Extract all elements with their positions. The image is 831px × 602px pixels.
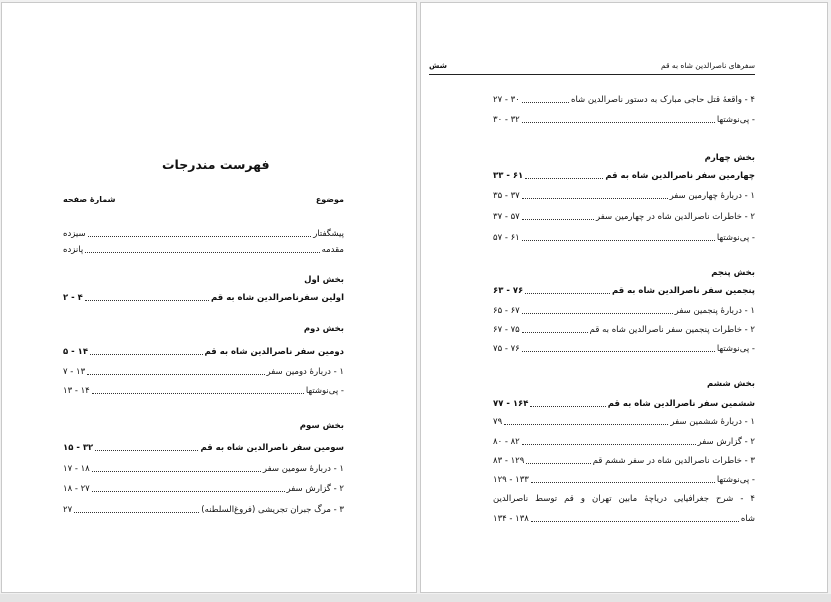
dot-leader bbox=[531, 482, 715, 483]
toc-row-part5-about[interactable] bbox=[493, 304, 755, 318]
toc-row-title: - پی‌نوشتها bbox=[716, 115, 755, 125]
dot-leader bbox=[530, 406, 605, 407]
toc-row-part2-about[interactable] bbox=[63, 365, 344, 379]
dot-leader bbox=[522, 332, 588, 333]
dot-leader bbox=[522, 313, 673, 314]
toc-row-pages: ۶۷ - ۷۵ bbox=[493, 325, 520, 335]
page-folio: شش bbox=[429, 61, 447, 70]
toc-row-title: - پی‌نوشتها bbox=[716, 233, 755, 243]
toc-row-title: ۳ - مرگ جبران تجریشی (فروغ‌السلطنه) bbox=[201, 505, 344, 515]
dot-leader bbox=[531, 521, 739, 522]
toc-row-pages: ۳۰ - ۳۲ bbox=[493, 115, 520, 125]
section-heading-part5: بخش پنجم bbox=[711, 268, 755, 278]
toc-row-pages: ۷۷ - ۱۶۴ bbox=[493, 399, 529, 409]
column-header-topic: موضوع bbox=[315, 195, 344, 204]
toc-row-part3-report[interactable] bbox=[63, 482, 344, 496]
toc-row-pages: ۷ - ۱۳ bbox=[63, 367, 86, 377]
right-page bbox=[420, 2, 828, 593]
toc-row-pages: ۶۵ - ۶۷ bbox=[493, 306, 520, 316]
toc-row-part3-death[interactable] bbox=[63, 503, 344, 517]
toc-row-title: ۲ - خاطرات پنجمین سفر ناصرالدین شاه به قم bbox=[589, 325, 755, 335]
toc-row-introduction[interactable] bbox=[63, 243, 344, 257]
toc-row-title: چهارمین سفر ناصرالدین شاه به قم bbox=[605, 171, 755, 181]
dot-leader bbox=[522, 198, 668, 199]
section-heading-part3: بخش سوم bbox=[299, 421, 344, 431]
toc-row-title: اولین سفرناصرالدین شاه به قم bbox=[211, 293, 344, 303]
toc-row-pages: ۸۳ - ۱۲۹ bbox=[493, 456, 525, 466]
toc-row-part6-notes[interactable] bbox=[493, 473, 755, 487]
section-heading-part6: بخش ششم bbox=[707, 379, 755, 389]
toc-row-title: ۴ - واقعهٔ قتل حاجی مبارک به دستور ناصرالدین شاه bbox=[571, 95, 755, 105]
toc-row-part3-notes[interactable] bbox=[493, 113, 755, 127]
toc-row-part5-notes[interactable] bbox=[493, 342, 755, 356]
toc-row-title: ۳ - خاطرات ناصرالدین شاه در سفر ششم قم bbox=[592, 456, 755, 466]
toc-row-part4-notes[interactable] bbox=[493, 231, 755, 245]
dot-leader bbox=[92, 393, 304, 394]
dot-leader bbox=[522, 240, 715, 241]
toc-row-pages: ۳۵ - ۳۷ bbox=[493, 191, 520, 201]
toc-row-part5-trip[interactable] bbox=[493, 284, 755, 298]
toc-row-title: ۱ - دربارهٔ دومین سفر bbox=[266, 367, 344, 377]
column-header-page: شمارهٔ صفحه bbox=[63, 195, 116, 204]
toc-row-title: ۱ - دربارهٔ پنجمین سفر bbox=[674, 306, 755, 316]
section-heading-part2: بخش دوم bbox=[303, 324, 344, 334]
toc-row-pages: ۲۷ - ۳۰ bbox=[493, 95, 520, 105]
dot-leader bbox=[522, 444, 696, 445]
toc-row-pages: سیزده bbox=[63, 229, 86, 239]
toc-row-pages: ۱۳ - ۱۴ bbox=[63, 386, 90, 396]
toc-row-title: دومین سفر ناصرالدین شاه به قم bbox=[204, 347, 344, 357]
toc-row-title: - پی‌نوشتها bbox=[716, 344, 755, 354]
toc-row-part6-report[interactable] bbox=[493, 435, 755, 449]
toc-row-title: ۲ - گزارش سفر bbox=[286, 484, 344, 494]
toc-row-title: ۲ - خاطرات ناصرالدین شاه در چهارمین سفر bbox=[596, 212, 755, 222]
dot-leader bbox=[522, 102, 569, 103]
toc-row-pages: ۱۳۴ - ۱۳۸ bbox=[493, 514, 529, 524]
toc-row-pages: ۳۳ - ۶۱ bbox=[493, 171, 524, 181]
dot-leader bbox=[90, 354, 203, 355]
toc-row-pages: ۱۷ - ۱۸ bbox=[63, 464, 90, 474]
dot-leader bbox=[92, 471, 261, 472]
toc-row-pages: ۸۰ - ۸۲ bbox=[493, 437, 520, 447]
toc-row-title: ۱ - دربارهٔ سومین سفر bbox=[262, 464, 344, 474]
toc-row-pages: ۵ - ۱۴ bbox=[63, 347, 89, 357]
toc-row-pages: ۱۵ - ۳۲ bbox=[63, 443, 94, 453]
toc-row-part6-geography-line1[interactable]: ۴ - شرح جغرافیایی دریاچهٔ مابین تهران و قم توسط ناصرالدین bbox=[493, 494, 755, 504]
toc-row-title: - پی‌نوشتها bbox=[716, 475, 755, 485]
dot-leader bbox=[85, 252, 319, 253]
dot-leader bbox=[522, 219, 594, 220]
toc-row-part4-memoirs[interactable] bbox=[493, 210, 755, 224]
dot-leader bbox=[74, 512, 199, 513]
dot-leader bbox=[526, 463, 590, 464]
toc-row-part1-trip[interactable] bbox=[63, 291, 344, 305]
toc-row-part3-about[interactable] bbox=[63, 462, 344, 476]
dot-leader bbox=[95, 450, 198, 451]
toc-row-title: ۲ - گزارش سفر bbox=[697, 437, 755, 447]
dot-leader bbox=[88, 236, 312, 237]
dot-leader bbox=[525, 293, 610, 294]
toc-row-part5-memoirs[interactable] bbox=[493, 323, 755, 337]
toc-row-pages: ۳۷ - ۵۷ bbox=[493, 212, 520, 222]
toc-row-part6-trip[interactable] bbox=[493, 397, 755, 411]
toc-heading: فهرست مندرجات bbox=[162, 157, 270, 172]
dot-leader bbox=[522, 351, 715, 352]
running-title: سفرهای ناصرالدین شاه به قم bbox=[660, 61, 755, 70]
toc-row-part4-about[interactable] bbox=[493, 189, 755, 203]
header-rule bbox=[429, 74, 755, 75]
toc-row-title: - پی‌نوشتها bbox=[305, 386, 344, 396]
toc-row-pages: ۶۳ - ۷۶ bbox=[493, 286, 524, 296]
toc-row-pages: ۱۲۹ - ۱۳۳ bbox=[493, 475, 529, 485]
toc-row-preface[interactable] bbox=[63, 227, 344, 241]
toc-row-part2-notes[interactable] bbox=[63, 384, 344, 398]
toc-row-pages: ۵۷ - ۶۱ bbox=[493, 233, 520, 243]
toc-row-part6-about[interactable] bbox=[493, 415, 755, 429]
toc-row-title: ۱ - دربارهٔ ششمین سفر bbox=[670, 417, 755, 427]
toc-row-pages: ۷۹ bbox=[493, 417, 503, 427]
dot-leader bbox=[92, 491, 285, 492]
viewer-bottom-bar bbox=[0, 594, 831, 602]
section-heading-part1: بخش اول bbox=[304, 275, 344, 285]
toc-row-title: پنجمین سفر ناصرالدین شاه به قم bbox=[611, 286, 755, 296]
section-heading-part4: بخش چهارم bbox=[704, 153, 755, 163]
toc-row-pages: پانزده bbox=[63, 245, 84, 255]
toc-row-title: ششمین سفر ناصرالدین شاه به قم bbox=[607, 399, 755, 409]
toc-row-part6-memoirs[interactable] bbox=[493, 454, 755, 468]
toc-row-title: پیشگفتار bbox=[313, 229, 344, 239]
toc-row-pages: ۱۸ - ۲۷ bbox=[63, 484, 90, 494]
toc-row-title: ۱ - دربارهٔ چهارمین سفر bbox=[669, 191, 755, 201]
toc-row-pages: ۷۵ - ۷۶ bbox=[493, 344, 520, 354]
toc-row-part3-murder[interactable] bbox=[493, 93, 755, 107]
toc-row-title: شاه bbox=[740, 514, 755, 524]
toc-row-part2-trip[interactable] bbox=[63, 345, 344, 359]
dot-leader bbox=[522, 122, 715, 123]
dot-leader bbox=[525, 178, 603, 179]
dot-leader bbox=[87, 374, 264, 375]
toc-row-pages: ۲ - ۴ bbox=[63, 293, 83, 303]
toc-row-pages: ۲۷ bbox=[63, 505, 73, 515]
toc-row-part3-trip[interactable] bbox=[63, 441, 344, 455]
left-page bbox=[1, 2, 417, 593]
toc-row-part6-geography[interactable] bbox=[493, 512, 755, 526]
dot-leader bbox=[504, 424, 668, 425]
dot-leader bbox=[85, 300, 209, 301]
toc-row-part4-trip[interactable] bbox=[493, 169, 755, 183]
toc-row-title: سومین سفر ناصرالدین شاه به قم bbox=[200, 443, 344, 453]
toc-row-title: مقدمه bbox=[321, 245, 344, 255]
